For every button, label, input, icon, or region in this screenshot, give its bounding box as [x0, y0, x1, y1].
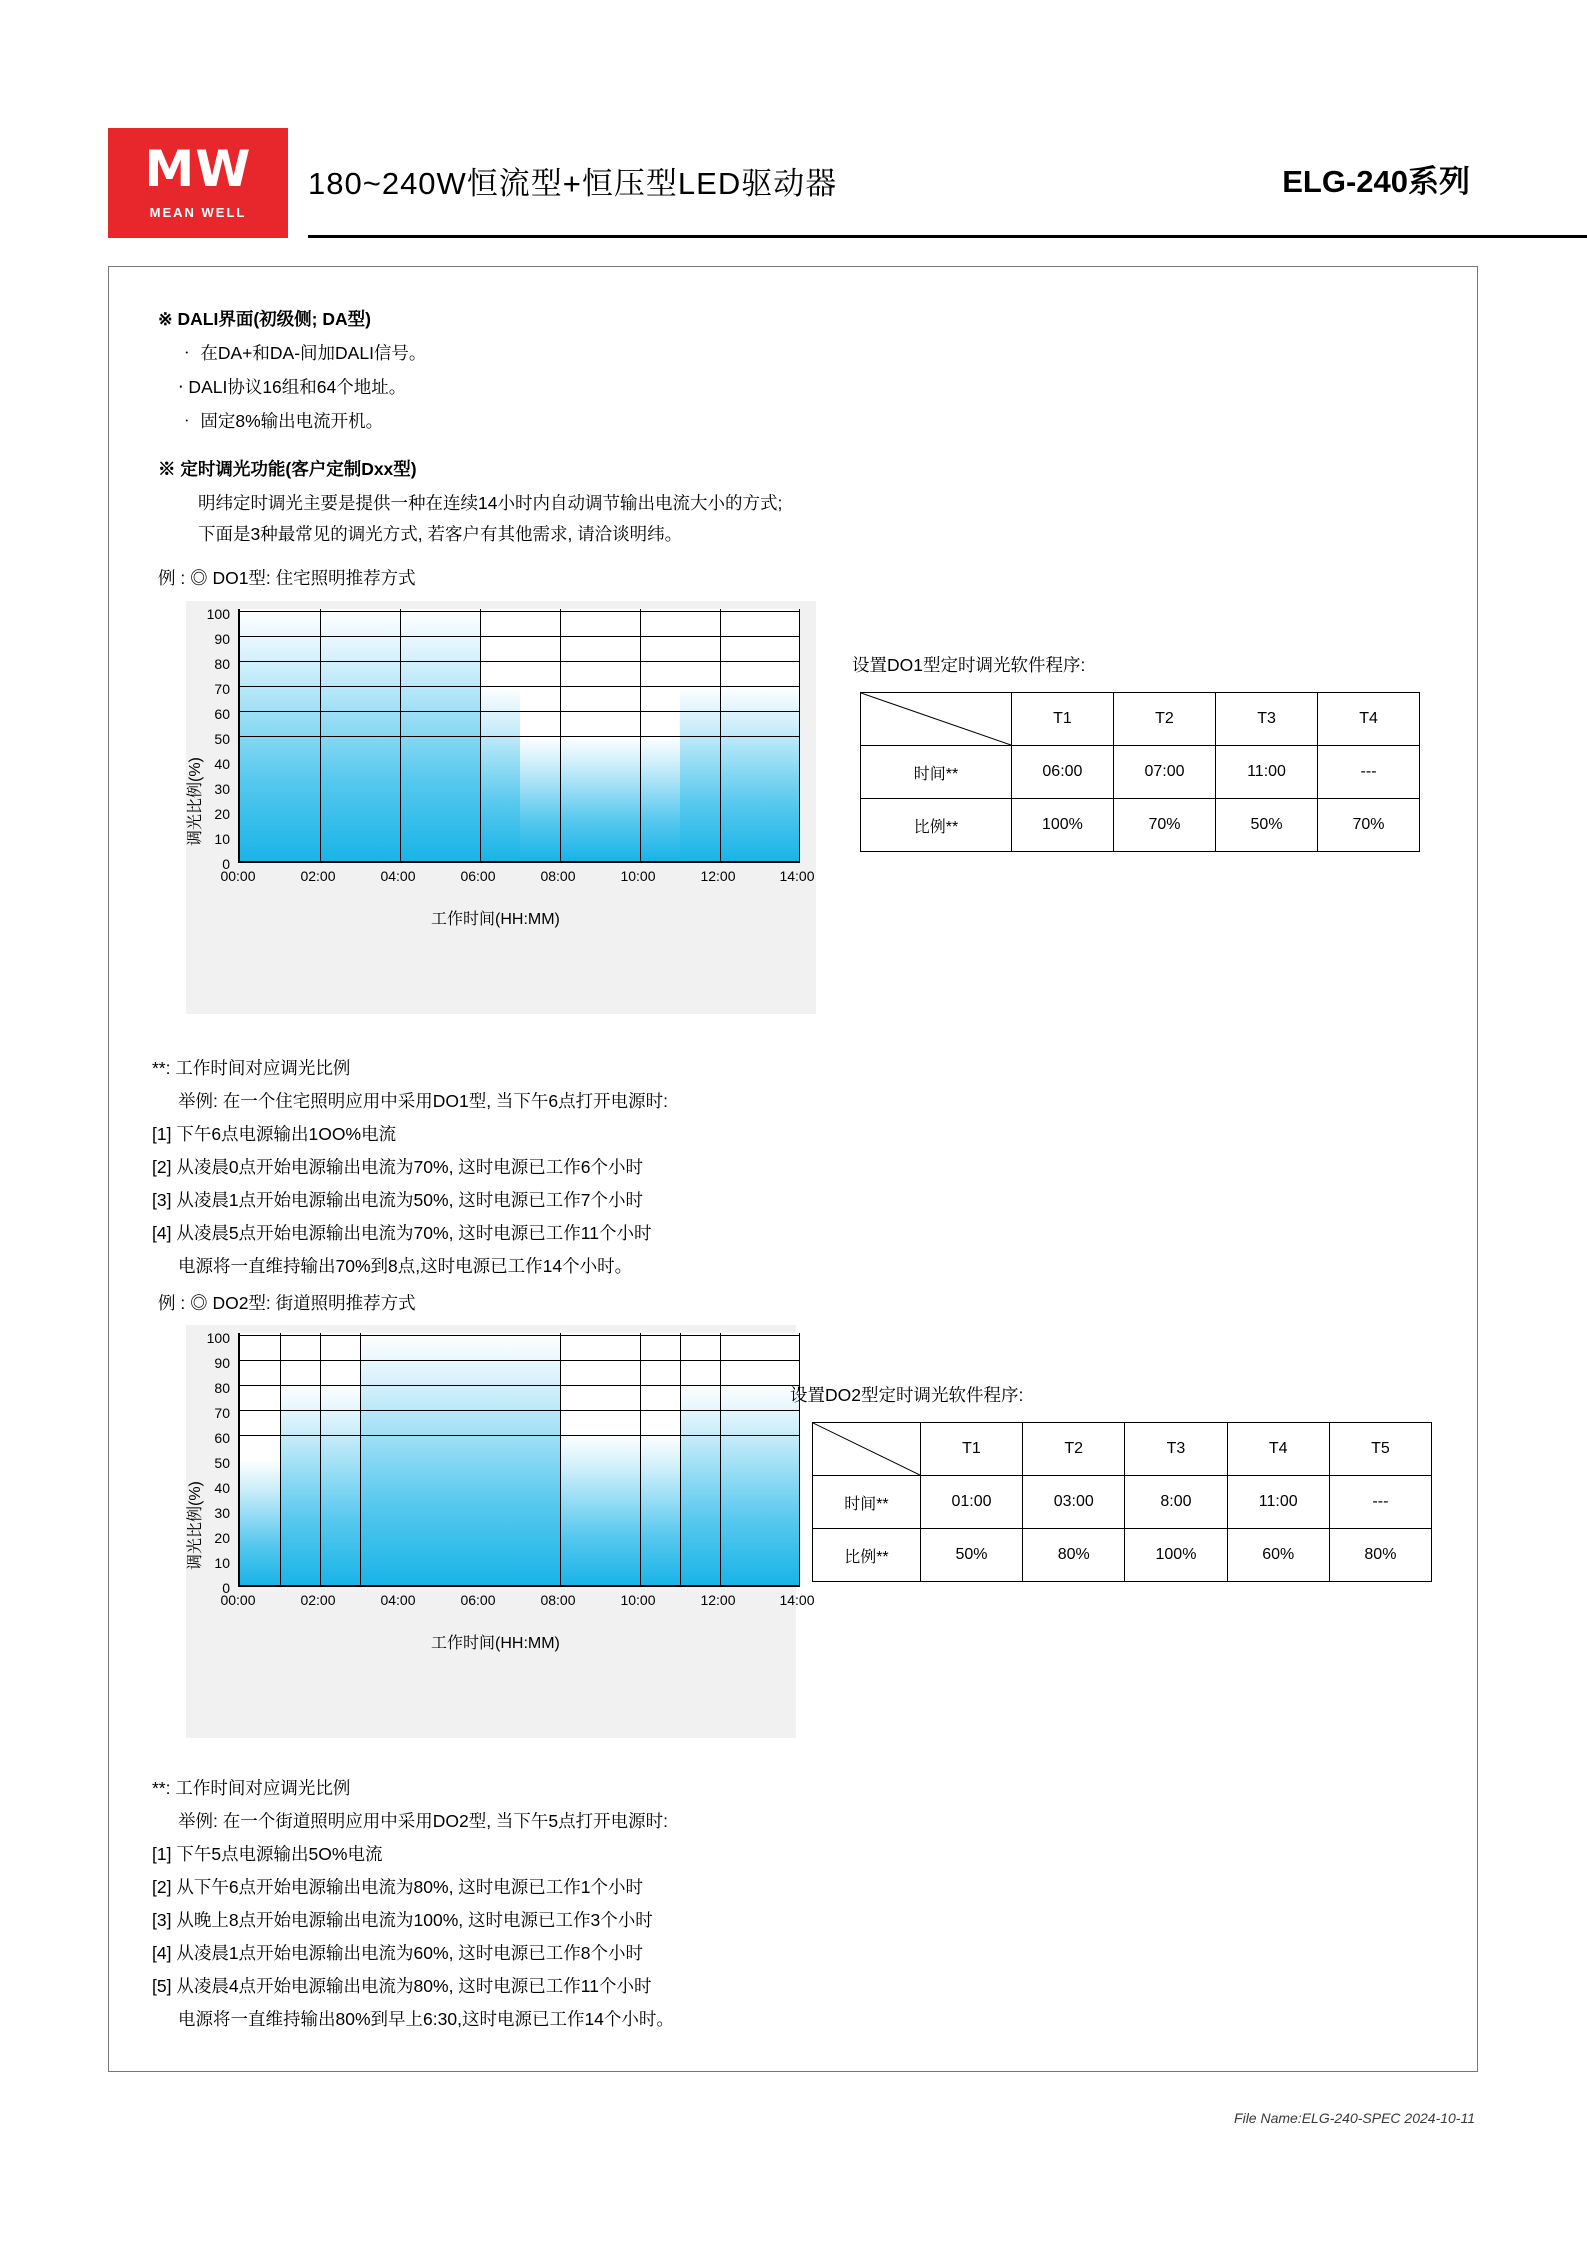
table-row: [861, 746, 1420, 799]
do2-gridline-v: [799, 1333, 800, 1585]
diagonal-slash-icon: [813, 1423, 920, 1475]
do2-step-2-text: [2] 从下午6点开始电源输出电流为80%, 这时电源已工作1个小时: [152, 1877, 644, 1897]
do2-row-ratio-label: 比例**: [813, 1529, 921, 1582]
do1-ytick-50: 50: [214, 731, 230, 747]
do1-gridline-v: [799, 609, 800, 861]
do1-row-time-t1: 06:00: [1011, 746, 1113, 799]
do2-row-time-t2: 03:00: [1023, 1476, 1125, 1529]
do2-col-t5: T5: [1329, 1423, 1431, 1476]
do1-ylabel: 调光比例(%): [187, 757, 204, 846]
do2-step-5: [680, 1385, 800, 1585]
do2-ytick-50: 50: [214, 1455, 230, 1471]
do1-gridline-v: [640, 609, 641, 861]
do1-col-t4: T4: [1318, 693, 1420, 746]
do1-xtick: 06:00: [460, 868, 496, 884]
do2-step-6-text: 电源将一直维持输出80%到早上6:30,这时电源已工作14个小时。: [178, 2009, 674, 2029]
do2-ytick-20: 20: [214, 1530, 230, 1546]
do2-gridline-h: [240, 1360, 800, 1361]
do1-xtick: 02:00: [300, 868, 336, 884]
do1-step-5-text: 电源将一直维持输出70%到8点,这时电源已工作14个小时。: [178, 1256, 633, 1276]
do2-xtick: 10:00: [620, 1592, 656, 1608]
table-row-header: [813, 1423, 1432, 1476]
do2-caption: 例 : ◎ DO2型: 街道照明推荐方式: [158, 1293, 416, 1313]
do1-xtick: 10:00: [620, 868, 656, 884]
do2-gridline-v: [320, 1333, 321, 1585]
do1-row-ratio-label: 比例**: [861, 799, 1012, 852]
do1-gridline-h: [240, 736, 800, 737]
table-row: [813, 1476, 1432, 1529]
do1-step-2: [480, 686, 520, 861]
do2-step-3-text: [3] 从晚上8点开始电源输出电流为100%, 这时电源已工作3个小时: [152, 1910, 653, 1930]
do2-col-t4: T4: [1227, 1423, 1329, 1476]
do1-step-4: [680, 686, 800, 861]
do2-ytick-30: 30: [214, 1505, 230, 1521]
do1-gridline-h: [240, 711, 800, 712]
do2-col-t3: T3: [1125, 1423, 1227, 1476]
do2-table-title: 设置DO2型定时调光软件程序:: [790, 1385, 1024, 1405]
do2-row-ratio-t1: 50%: [920, 1529, 1022, 1582]
page-title: 180~240W恒流型+恒压型LED驱动器: [308, 166, 838, 201]
dali-bullet-1: ‧ 在DA+和DA-间加DALI信号。: [178, 343, 427, 363]
do1-xlabel: 工作时间(HH:MM): [431, 911, 560, 928]
do1-gridline-v: [720, 609, 721, 861]
do2-chart: [186, 1325, 815, 1738]
table-row: [861, 799, 1420, 852]
do1-step-1-text: [1] 下午6点电源输出1OO%电流: [152, 1124, 397, 1144]
do1-row-ratio-t4: 70%: [1318, 799, 1420, 852]
do1-gridline-h: [240, 661, 800, 662]
do2-row-time-t4: 11:00: [1227, 1476, 1329, 1529]
do2-row-ratio-t3: 100%: [1125, 1529, 1227, 1582]
do1-ytick-90: 90: [214, 631, 230, 647]
do1-gridline-h: [240, 611, 800, 612]
do2-xtick: 06:00: [460, 1592, 496, 1608]
do1-example-head: 举例: 在一个住宅照明应用中采用DO1型, 当下午6点打开电源时:: [178, 1091, 669, 1111]
do1-step-3: [520, 736, 680, 861]
do1-chart: [186, 601, 816, 1014]
do2-xtick: 14:00: [779, 1592, 815, 1608]
do1-xtick: 04:00: [380, 868, 416, 884]
diagonal-slash-icon: [861, 693, 1011, 745]
do2-step-4: [560, 1435, 680, 1585]
do1-row-time-t4: ---: [1318, 746, 1420, 799]
do1-gridline-h: [240, 686, 800, 687]
do1-ytick-70: 70: [214, 681, 230, 697]
do1-step-4-text: [4] 从凌晨5点开始电源输出电流为70%, 这时电源已工作11个小时: [152, 1223, 652, 1243]
do1-note: **: 工作时间对应调光比例: [152, 1058, 351, 1078]
dali-bullet-2: ‧ DALI协议16组和64个地址。: [178, 377, 407, 397]
do2-ytick-60: 60: [214, 1430, 230, 1446]
do1-row-time-t3: 11:00: [1216, 746, 1318, 799]
do2-gridline-h: [240, 1410, 800, 1411]
do2-table: [812, 1422, 1432, 1582]
do2-row-time-t5: ---: [1329, 1476, 1431, 1529]
do1-ytick-80: 80: [214, 656, 230, 672]
do1-xtick: 14:00: [779, 868, 815, 884]
dali-bullet-3: ‧ 固定8%输出电流开机。: [178, 411, 384, 431]
do2-xlabel: 工作时间(HH:MM): [431, 1635, 560, 1652]
do2-row-time-t1: 01:00: [920, 1476, 1022, 1529]
do2-plot-area: [238, 1333, 800, 1587]
do2-gridline-h: [240, 1435, 800, 1436]
do2-ylabel: 调光比例(%): [187, 1481, 204, 1570]
do2-gridline-v: [640, 1333, 641, 1585]
file-name-footer: File Name:ELG-240-SPEC 2024-10-11: [1234, 2110, 1475, 2126]
do2-step-5-text: [5] 从凌晨4点开始电源输出电流为80%, 这时电源已工作11个小时: [152, 1976, 652, 1996]
do1-plot-area: [238, 609, 800, 863]
do2-row-time-t3: 8:00: [1125, 1476, 1227, 1529]
do2-xtick: 08:00: [540, 1592, 576, 1608]
timer-heading: ※ 定时调光功能(客户定制Dxx型): [158, 459, 417, 479]
do2-row-ratio-t5: 80%: [1329, 1529, 1431, 1582]
do1-gridline-v: [560, 609, 561, 861]
logo-company-name: MEAN WELL: [149, 205, 247, 220]
do1-ytick-20: 20: [214, 806, 230, 822]
do2-ytick-70: 70: [214, 1405, 230, 1421]
do1-xtick: 08:00: [540, 868, 576, 884]
do2-step-1-text: [1] 下午5点电源输出5O%电流: [152, 1844, 383, 1864]
do1-col-t3: T3: [1216, 693, 1318, 746]
table-row-header: [861, 693, 1420, 746]
do1-corner-cell: [861, 693, 1012, 746]
do1-col-t1: T1: [1011, 693, 1113, 746]
do2-gridline-h: [240, 1385, 800, 1386]
do2-step-3: [360, 1335, 560, 1585]
do2-col-t1: T1: [920, 1423, 1022, 1476]
do1-table: [860, 692, 1420, 852]
header-divider: [308, 235, 1587, 238]
do1-row-time-label: 时间**: [861, 746, 1012, 799]
do2-step-4-text: [4] 从凌晨1点开始电源输出电流为60%, 这时电源已工作8个小时: [152, 1943, 644, 1963]
do2-gridline-v: [720, 1333, 721, 1585]
do2-ytick-80: 80: [214, 1380, 230, 1396]
do2-xtick: 04:00: [380, 1592, 416, 1608]
do2-row-ratio-t4: 60%: [1227, 1529, 1329, 1582]
do1-row-ratio-t3: 50%: [1216, 799, 1318, 852]
do1-row-ratio-t1: 100%: [1011, 799, 1113, 852]
do2-corner-cell: [813, 1423, 921, 1476]
logo-mw-text: MW: [144, 140, 252, 198]
do2-col-t2: T2: [1023, 1423, 1125, 1476]
do2-xtick: 12:00: [700, 1592, 736, 1608]
do2-ytick-40: 40: [214, 1480, 230, 1496]
do1-ytick-10: 10: [214, 831, 230, 847]
do2-gridline-v: [360, 1333, 361, 1585]
do1-gridline-h: [240, 636, 800, 637]
do1-caption: 例 : ◎ DO1型: 住宅照明推荐方式: [158, 568, 416, 588]
do1-gridline-v: [480, 609, 481, 861]
do2-gridline-h: [240, 1335, 800, 1336]
do2-gridline-v: [280, 1333, 281, 1585]
do1-step-3-text: [3] 从凌晨1点开始电源输出电流为50%, 这时电源已工作7个小时: [152, 1190, 644, 1210]
do2-row-time-label: 时间**: [813, 1476, 921, 1529]
meanwell-logo: [108, 128, 288, 238]
do1-xtick: 00:00: [220, 868, 256, 884]
do1-ytick-100: 100: [206, 606, 230, 622]
do2-gridline-v: [680, 1333, 681, 1585]
table-row: [813, 1529, 1432, 1582]
do1-gridline-v: [320, 609, 321, 861]
timer-line-1: 明纬定时调光主要是提供一种在连续14小时内自动调节输出电流大小的方式;: [198, 493, 783, 513]
do1-xtick: 12:00: [700, 868, 736, 884]
do1-step-2-text: [2] 从凌晨0点开始电源输出电流为70%, 这时电源已工作6个小时: [152, 1157, 644, 1177]
do2-step-1: [240, 1460, 280, 1585]
do1-row-time-t2: 07:00: [1113, 746, 1215, 799]
do1-ytick-0: 0: [222, 856, 230, 872]
do1-row-ratio-t2: 70%: [1113, 799, 1215, 852]
do1-table-title: 设置DO1型定时调光软件程序:: [852, 655, 1086, 675]
do1-ytick-30: 30: [214, 781, 230, 797]
do1-ytick-40: 40: [214, 756, 230, 772]
timer-line-2: 下面是3种最常见的调光方式, 若客户有其他需求, 请洽谈明纬。: [198, 524, 683, 544]
do2-ytick-10: 10: [214, 1555, 230, 1571]
do2-xtick: 00:00: [220, 1592, 256, 1608]
do2-example-head: 举例: 在一个街道照明应用中采用DO2型, 当下午5点打开电源时:: [178, 1811, 669, 1831]
page-header: [108, 128, 1480, 238]
do2-ytick-90: 90: [214, 1355, 230, 1371]
do2-row-ratio-t2: 80%: [1023, 1529, 1125, 1582]
do2-gridline-v: [560, 1333, 561, 1585]
do1-col-t2: T2: [1113, 693, 1215, 746]
do2-ytick-0: 0: [222, 1580, 230, 1596]
do2-ytick-100: 100: [206, 1330, 230, 1346]
do1-gridline-v: [400, 609, 401, 861]
do1-ytick-60: 60: [214, 706, 230, 722]
do2-xtick: 02:00: [300, 1592, 336, 1608]
do2-note: **: 工作时间对应调光比例: [152, 1778, 351, 1798]
dali-heading: ※ DALI界面(初级侧; DA型): [158, 309, 371, 329]
model-series: ELG-240系列: [1282, 164, 1470, 199]
